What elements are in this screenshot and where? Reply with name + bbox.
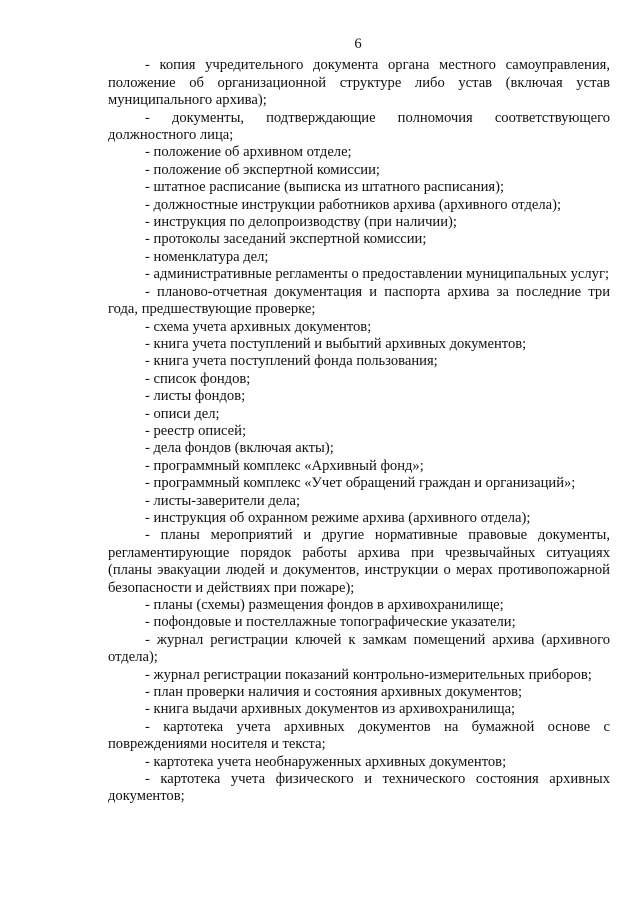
list-item: - положение об экспертной комиссии; [145,161,380,178]
list-item: - должностные инструкции работников архива (архивного отдела); [145,196,562,213]
list-item: - книга учета поступлений и выбытий архивных документов; [145,335,527,352]
page-number: 6 [354,36,362,52]
list-item: - копия учредительного документа органа местного самоуправления, положение об организационной структуре либо устав (включая устав муниципального архива); [108,57,610,109]
list-item: - штатное расписание (выписка из штатного расписания); [145,179,505,196]
list-item: - положение об архивном отделе; [145,144,352,161]
list-item: - описи дел; [145,405,220,422]
list-item: - протоколы заседаний экспертной комиссии; [145,231,427,248]
list-item: - листы-заверители дела; [145,492,301,509]
list-item: - картотека учета архивных документов на бумажной основе с повреждениями носителя и текста; [108,718,610,753]
list-item: - инструкция по делопроизводству (при наличии); [145,214,457,231]
list-item: - дела фондов (включая акты); [145,440,334,457]
list-item: - планово-отчетная документация и паспорта архива за последние три года, предшествующие проверке; [108,283,610,318]
list-item: - программный комплекс «Учет обращений граждан и организаций»; [145,475,576,492]
list-item: - картотека учета необнаруженных архивных документов; [145,753,507,770]
list-item: - планы мероприятий и другие нормативные правовые документы, регламентирующие порядок работы архива при чрезвычайных ситуациях (планы эвакуации людей и документов, инструкции о мерах противопожарной безопасности и действиях при пожаре); [108,527,610,596]
list-item: - листы фондов; [145,388,246,405]
list-item: - программный комплекс «Архивный фонд»; [145,457,424,474]
list-item: - картотека учета физического и технического состояния архивных документов; [108,771,610,805]
list-item: - план проверки наличия и состояния архивных документов; [145,684,523,701]
list-item: - планы (схемы) размещения фондов в архивохранилище; [145,597,504,613]
document-list [108,57,610,805]
list-item: - книга выдачи архивных документов из архивохранилища; [145,701,516,718]
list-item: - инструкция об охранном режиме архива (архивного отдела); [145,509,531,526]
list-item: - документы, подтверждающие полномочия соответствующего должностного лица; [108,109,610,144]
list-item: - номенклатура дел; [145,248,269,265]
list-item: - журнал регистрации ключей к замкам помещений архива (архивного отдела); [108,631,610,666]
list-item: - журнал регистрации показаний контрольно-измерительных приборов; [145,666,592,683]
list-item: - книга учета поступлений фонда пользования; [145,353,438,370]
list-item: - схема учета архивных документов; [145,318,372,335]
list-item: - список фондов; [145,370,251,387]
list-item: - реестр описей; [145,422,247,439]
list-item: - административные регламенты о предоставлении муниципальных услуг; [145,266,610,283]
list-item: - пофондовые и постеллажные топографические указатели; [145,614,516,631]
